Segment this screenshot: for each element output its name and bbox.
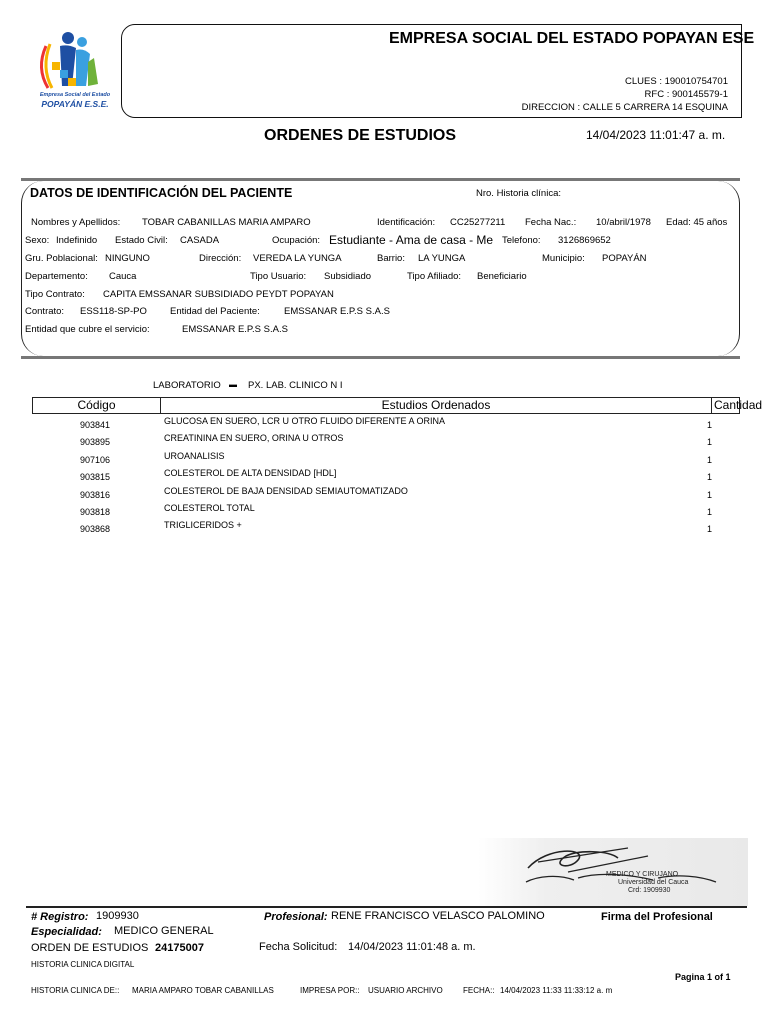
patient-section-title: DATOS DE IDENTIFICACIÓN DEL PACIENTE [30, 186, 293, 200]
patient-name: TOBAR CABANILLAS MARIA AMPARO [142, 217, 311, 228]
study-desc: COLESTEROL DE BAJA DENSIDAD SEMIAUTOMATIZADO [164, 486, 408, 496]
profesional-label: Profesional: [264, 911, 328, 923]
historia-de-label: HISTORIA CLINICA DE:: [31, 986, 120, 995]
table-row [0, 416, 768, 433]
study-qty: 1 [707, 472, 713, 482]
patient-dept: Cauca [109, 271, 137, 282]
contract-label: Contrato: [25, 306, 65, 317]
page-number: Pagina 1 of 1 [675, 972, 731, 982]
study-qty: 1 [707, 420, 713, 430]
patient-municipio: POPAYÁN [602, 253, 647, 264]
registro-label: # Registro: [31, 911, 89, 923]
barrio-label: Barrio: [377, 253, 405, 264]
impresa-label: IMPRESA POR:: [300, 986, 360, 995]
patient-group: NINGUNO [105, 253, 150, 264]
address-label: Dirección: [199, 253, 242, 264]
logo-text-1: Empresa Social del Estado [39, 92, 111, 98]
civil-status-label: Estado Civil: [115, 235, 168, 246]
clues: CLUES : 190010754701 [625, 76, 728, 87]
study-code: 903868 [80, 524, 111, 534]
patient-birth: 10/abril/1978 [596, 217, 651, 228]
patient-occupation: Estudiante - Ama de casa - Me [329, 233, 494, 247]
study-code: 903841 [80, 420, 111, 430]
study-code: 903815 [80, 472, 111, 482]
patient-age: Edad: 45 años [666, 217, 728, 228]
patient-contract-type: CAPITA EMSSANAR SUBSIDIADO PEYDT POPAYAN [103, 289, 334, 300]
patient-affiliate: Beneficiario [477, 271, 527, 282]
studies-table-header [32, 397, 763, 414]
history-number-label: Nro. Historia clínica: [476, 188, 561, 199]
cover-entity: EMSSANAR E.P.S S.A.S [182, 324, 288, 335]
patient-address: VEREDA LA YUNGA [253, 253, 342, 264]
stamp-line-1: MEDICO Y CIRUJANO [606, 871, 679, 878]
study-qty: 1 [707, 437, 713, 447]
table-row [0, 451, 768, 468]
header-code: Código [77, 398, 116, 412]
orden-number: 24175007 [155, 942, 204, 954]
patient-id: CC25277211 [450, 217, 506, 228]
especialidad-value: MEDICO GENERAL [114, 925, 214, 937]
patient-sex: Indefinido [56, 235, 98, 246]
patient-civil-status: CASADA [180, 235, 220, 246]
study-qty: 1 [707, 524, 713, 534]
table-row [0, 486, 768, 503]
stamp-line-3: Crd: 1909930 [628, 887, 671, 894]
company-logo [32, 28, 118, 118]
entity-label: Entidad del Paciente: [170, 306, 260, 317]
stamp-line-2: Universidad del Cauca [618, 879, 689, 886]
fecha-impresion-label: FECHA:: [463, 986, 495, 995]
group-label: Gru. Poblacional: [25, 253, 98, 264]
cover-entity-label: Entidad que cubre el servicio: [25, 324, 150, 335]
firma-label: Firma del Profesional [601, 911, 713, 923]
study-qty: 1 [707, 455, 713, 465]
lab-label: LABORATORIO [153, 380, 221, 391]
especialidad-label: Especialidad: [31, 926, 102, 938]
name-label: Nombres y Apellidos: [31, 217, 121, 228]
study-qty: 1 [707, 507, 713, 517]
study-desc: TRIGLICERIDOS + [164, 520, 242, 530]
patient-contract: ESS118-SP-PO [80, 306, 147, 317]
lab-dash-icon: ▬ [229, 380, 237, 389]
study-qty: 1 [707, 490, 713, 500]
table-row [0, 433, 768, 450]
study-code: 903818 [80, 507, 111, 517]
patient-phone: 3126869652 [558, 235, 611, 246]
study-code: 903895 [80, 437, 111, 447]
historia-de-value: MARIA AMPARO TOBAR CABANILLAS [132, 986, 274, 995]
registro-value: 1909930 [96, 910, 139, 922]
birth-label: Fecha Nac.: [525, 217, 577, 228]
phone-label: Telefono: [502, 235, 541, 246]
study-code: 903816 [80, 490, 111, 500]
patient-barrio: LA YUNGA [418, 253, 466, 264]
sex-label: Sexo: [25, 235, 50, 246]
study-desc: UROANALISIS [164, 451, 225, 461]
patient-user-type: Subsidiado [324, 271, 372, 282]
footer-divider [26, 906, 747, 908]
historia-digital: HISTORIA CLINICA DIGITAL [31, 960, 135, 969]
header-studies: Estudios Ordenados [381, 398, 491, 412]
study-desc: CREATININA EN SUERO, ORINA U OTROS [164, 433, 344, 443]
fecha-solicitud-label: Fecha Solicitud: [259, 941, 338, 953]
id-label: Identificación: [377, 217, 436, 228]
table-row [0, 520, 768, 537]
user-type-label: Tipo Usuario: [250, 271, 307, 282]
lab-value: PX. LAB. CLINICO N I [248, 380, 343, 391]
document-title: ORDENES DE ESTUDIOS [264, 127, 457, 144]
fecha-solicitud-value: 14/04/2023 11:01:48 a. m. [348, 941, 476, 953]
table-row [0, 468, 768, 485]
patient-entity: EMSSANAR E.P.S S.A.S [284, 306, 390, 317]
study-desc: GLUCOSA EN SUERO, LCR U OTRO FLUIDO DIFERENTE A ORINA [164, 416, 446, 426]
header-quantity: Cantidad [714, 398, 763, 412]
company-address: DIRECCION : CALLE 5 CARRERA 14 ESQUINA [521, 102, 728, 113]
orden-label: ORDEN DE ESTUDIOS [31, 942, 149, 954]
study-desc: COLESTEROL DE ALTA DENSIDAD [HDL] [164, 468, 337, 478]
logo-text-2: POPAYÁN E.S.E. [41, 99, 109, 109]
table-row [0, 503, 768, 520]
municipio-label: Municipio: [542, 253, 585, 264]
fecha-impresion-value: 14/04/2023 11:33 11:33:12 a. m [500, 986, 613, 995]
company-name: EMPRESA SOCIAL DEL ESTADO POPAYAN ESE [389, 30, 755, 47]
dept-label: Departemento: [25, 271, 88, 282]
contract-type-label: Tipo Contrato: [25, 289, 85, 300]
signature-image [478, 838, 748, 906]
study-desc: COLESTEROL TOTAL [164, 503, 255, 513]
impresa-value: USUARIO ARCHIVO [368, 986, 443, 995]
patient-box-bottom-bar [21, 356, 740, 359]
affiliate-label: Tipo Afiliado: [407, 271, 462, 282]
document-datetime: 14/04/2023 11:01:47 a. m. [586, 128, 726, 142]
rfc: RFC : 900145579-1 [644, 89, 728, 100]
study-code: 907106 [80, 455, 111, 465]
occupation-label: Ocupación: [272, 235, 321, 246]
profesional-name: RENE FRANCISCO VELASCO PALOMINO [331, 910, 545, 922]
